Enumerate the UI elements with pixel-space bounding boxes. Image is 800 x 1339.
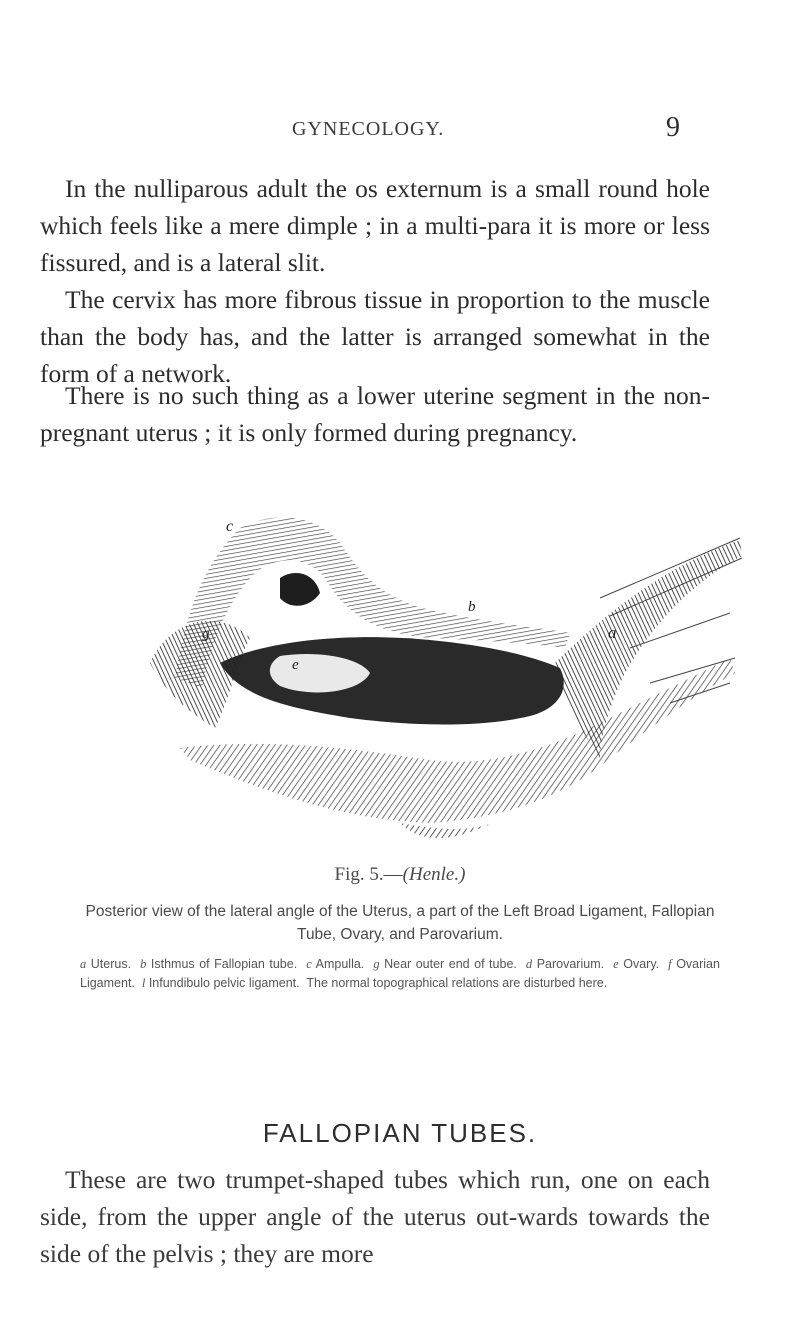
paragraph-text: There is no such thing as a lower uterine segment in the non-pregnant uterus ; it is only formed during pregnancy.	[40, 381, 710, 447]
figure-legend	[80, 955, 720, 993]
legend-key: e	[613, 957, 619, 971]
paragraph-text: The cervix has more fibrous tissue in proportion to the muscle than the body has, and the latter is arranged somewhat in the form of a network.	[40, 285, 710, 388]
label-g: g	[202, 626, 210, 642]
figure-caption-title	[0, 864, 800, 886]
paragraph-text: In the nulliparous adult the os externum is a small round hole which feels like a mere dimple ; in a multi-para it is more or less fissured, and is a lateral slit.	[40, 174, 710, 277]
figure-author: (Henle.)	[402, 864, 466, 885]
label-b: b	[468, 599, 476, 615]
legend-text: Ovarian Ligament.	[80, 957, 720, 990]
paragraph-uterine-segment	[40, 377, 710, 451]
legend-text: Parovarium.	[536, 957, 605, 971]
paragraph-cervix	[40, 281, 710, 392]
ovary	[220, 637, 564, 724]
anatomical-illustration	[130, 498, 750, 848]
legend-text: Uterus.	[90, 957, 132, 971]
legend-key: l	[141, 976, 146, 990]
fimbriae	[150, 621, 250, 728]
legend-key: b	[140, 957, 147, 971]
engraving	[130, 498, 750, 848]
legend-key: c	[306, 957, 312, 971]
ligament-fan	[400, 823, 490, 838]
running-head: GYNECOLOGY.	[292, 118, 445, 140]
page-header	[0, 112, 800, 148]
paragraph-os-externum	[40, 170, 710, 281]
label-c: c	[226, 518, 234, 535]
legend-text: Ovary.	[623, 957, 660, 971]
paragraph-fallopian-tubes	[40, 1161, 710, 1272]
figure-number: Fig. 5.—	[334, 864, 403, 885]
legend-key: f	[668, 957, 672, 971]
page-number: 9	[666, 112, 680, 143]
legend-key: d	[525, 957, 533, 971]
legend-text: Isthmus of Fallopian tube.	[150, 957, 298, 971]
legend-text: Ampulla.	[315, 957, 365, 971]
legend-note: The normal topographical relations are disturbed here.	[306, 976, 608, 990]
label-e: e	[292, 657, 299, 673]
section-heading: FALLOPIAN TUBES.	[262, 1118, 538, 1148]
legend-key: g	[373, 957, 380, 971]
legend-key: a	[80, 957, 87, 971]
label-a: a	[608, 623, 617, 642]
legend-text: Near outer end of tube.	[384, 957, 517, 971]
figure-description: Posterior view of the lateral angle of the Uterus, a part of the Left Broad Ligament, Fallopian Tube, Ovary, and Parovarium.	[85, 903, 715, 943]
ampulla-shade	[280, 573, 320, 606]
legend-text: Infundibulo pelvic ligament.	[148, 976, 300, 990]
paragraph-text: These are two trumpet-shaped tubes which run, one on each side, from the upper angle of the uterus out-wards towards the side of the pelvis ; they are more	[40, 1165, 710, 1268]
